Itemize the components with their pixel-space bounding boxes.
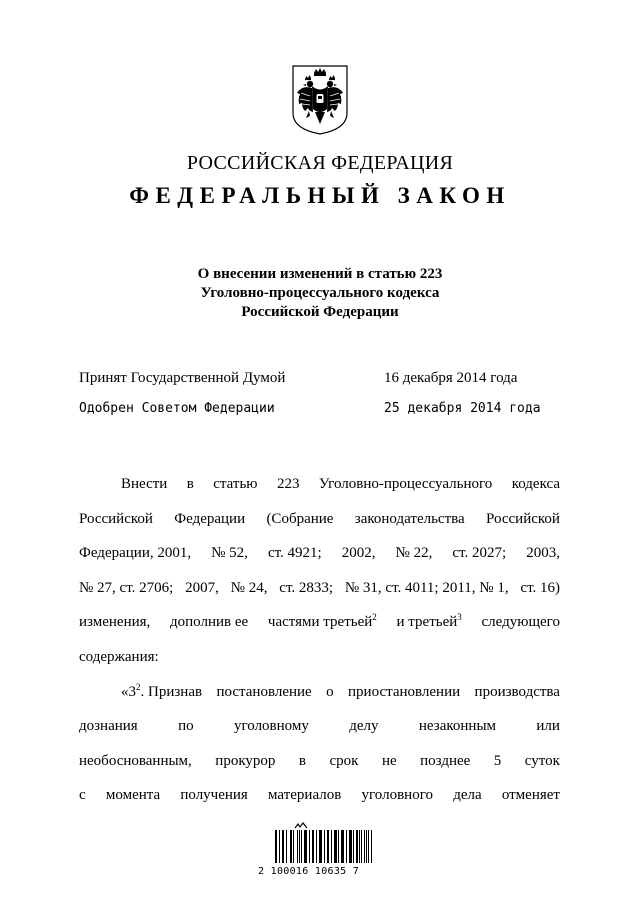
word: суток (524, 752, 560, 769)
barcode-digits: 2 100016 10635 7 (258, 866, 360, 877)
word: № 27, ст. 2706; (79, 579, 174, 596)
word: дополнив ее (170, 614, 249, 631)
law-title-line: Российской Федерации (241, 304, 399, 320)
adoption-row-council (79, 401, 539, 421)
law-title-line: Уголовно-процессуального кодекса (200, 285, 440, 301)
barcode-bar (286, 830, 288, 863)
barcode-bar (366, 830, 367, 863)
superscript: 2 (372, 612, 377, 623)
word: незаконным (418, 718, 497, 735)
word-with-superscript (268, 612, 377, 632)
barcode-bar (371, 830, 372, 863)
word: постановление (216, 683, 312, 700)
word: материалов (268, 787, 342, 804)
word: № 31, ст. 4011; 2011, № 1, (344, 579, 509, 596)
word: делу (349, 718, 379, 735)
adoption-body: Принят Государственной Думой (79, 370, 286, 386)
word: «3 (121, 683, 136, 700)
adoption-body: Одобрен Советом Федерации (79, 401, 275, 416)
barcode-bar (334, 830, 336, 863)
barcode (258, 822, 378, 882)
superscript: 2 (136, 681, 141, 692)
word: необоснованным, (79, 752, 192, 769)
word: 223 (276, 476, 300, 492)
word: ст. 2833; (279, 579, 334, 596)
word: и третьей (396, 614, 458, 631)
barcode-bar (304, 830, 306, 863)
barcode-bar (279, 830, 280, 863)
barcode-bar (336, 830, 337, 863)
word: в (298, 752, 306, 769)
word: ст. 4921; (267, 545, 322, 562)
word: статью (213, 476, 258, 492)
body-line (79, 612, 560, 647)
word: частями третьей (267, 614, 373, 631)
word-with-superscript (397, 612, 462, 632)
body-line (79, 682, 560, 717)
barcode-bar (306, 830, 307, 863)
document-type-heading: ФЕДЕРАЛЬНЫЙ ЗАКОН (129, 183, 511, 208)
law-title-line: О внесении изменений в статью 223 (197, 266, 443, 282)
word: 2003, (526, 545, 560, 562)
word: отменяет (501, 787, 560, 804)
body-line (79, 509, 560, 544)
word: уголовному (233, 718, 309, 735)
word: 2002, (341, 545, 376, 562)
word: 5 (493, 752, 502, 769)
barcode-bar (353, 830, 354, 863)
word: в (186, 476, 194, 492)
word: Российской (79, 510, 153, 527)
word: Федерации (174, 510, 246, 527)
barcode-bar (301, 830, 302, 863)
word: ст. 16) (520, 579, 560, 596)
word: производства (474, 683, 560, 700)
word: получения (180, 787, 248, 804)
barcode-bar (346, 830, 347, 863)
barcode-bar (291, 830, 292, 863)
word: . Признав (140, 683, 203, 700)
word: момента (105, 787, 161, 804)
word: или (536, 718, 560, 735)
double-headed-eagle-icon (290, 63, 350, 136)
body-line (79, 474, 560, 509)
body-line (79, 751, 560, 786)
barcode-bar (343, 830, 344, 863)
barcode-bar (359, 830, 360, 863)
word: уголовного (361, 787, 433, 804)
word: по (178, 718, 194, 735)
barcode-bar (356, 830, 358, 863)
word: следующего (481, 614, 560, 631)
adoption-date: 25 декабря 2014 года (384, 401, 541, 416)
body-line (79, 578, 560, 613)
body-line (79, 785, 560, 820)
word: (Собрание (266, 510, 334, 527)
body-line (79, 543, 560, 578)
country-heading: РОССИЙСКАЯ ФЕДЕРАЦИЯ (186, 152, 454, 174)
barcode-bar (309, 830, 310, 863)
word: позднее (420, 752, 471, 769)
superscript: 3 (457, 612, 462, 623)
coat-of-arms-emblem (290, 63, 350, 136)
barcode-bars (275, 830, 373, 863)
adoption-row-duma (79, 370, 539, 390)
word: законодательства (354, 510, 465, 527)
barcode-bar (316, 830, 317, 863)
word: о (326, 683, 334, 700)
barcode-bar (361, 830, 362, 863)
word: не (381, 752, 397, 769)
barcode-bar (350, 830, 351, 863)
body-line (79, 647, 560, 682)
word: Федерации, 2001, (79, 545, 192, 562)
barcode-bar (368, 830, 369, 863)
word: Российской (486, 510, 560, 527)
law-title (0, 265, 640, 322)
word: № 52, (211, 545, 248, 562)
word: 2007, (185, 579, 219, 596)
law-body-text (79, 474, 560, 820)
word-with-superscript (121, 682, 202, 702)
word: № 24, (230, 579, 268, 596)
barcode-bar (299, 830, 300, 863)
adoption-date: 16 декабря 2014 года (384, 370, 518, 386)
barcode-mark-icon (294, 822, 308, 830)
word: срок (329, 752, 359, 769)
word: № 22, (395, 545, 433, 562)
word: с (79, 787, 86, 804)
barcode-bar (324, 830, 325, 863)
barcode-bar (320, 830, 322, 863)
barcode-bar (328, 830, 329, 863)
word: дознания (79, 718, 138, 735)
barcode-bar (276, 830, 277, 863)
word: приостановлении (348, 683, 461, 700)
word: кодекса (511, 476, 560, 492)
word: ст. 2027; (452, 545, 507, 562)
word: Внести (121, 476, 168, 492)
barcode-bar (331, 830, 332, 863)
word: прокурор (215, 752, 276, 769)
barcode-bar (313, 830, 314, 863)
word: содержания: (79, 648, 159, 665)
barcode-bar (293, 830, 294, 863)
word: Уголовно-процессуального (318, 476, 493, 492)
barcode-bar (283, 830, 284, 863)
body-line (79, 716, 560, 751)
word: дела (453, 787, 482, 804)
barcode-bar (338, 830, 339, 863)
word: изменения, (79, 614, 151, 631)
